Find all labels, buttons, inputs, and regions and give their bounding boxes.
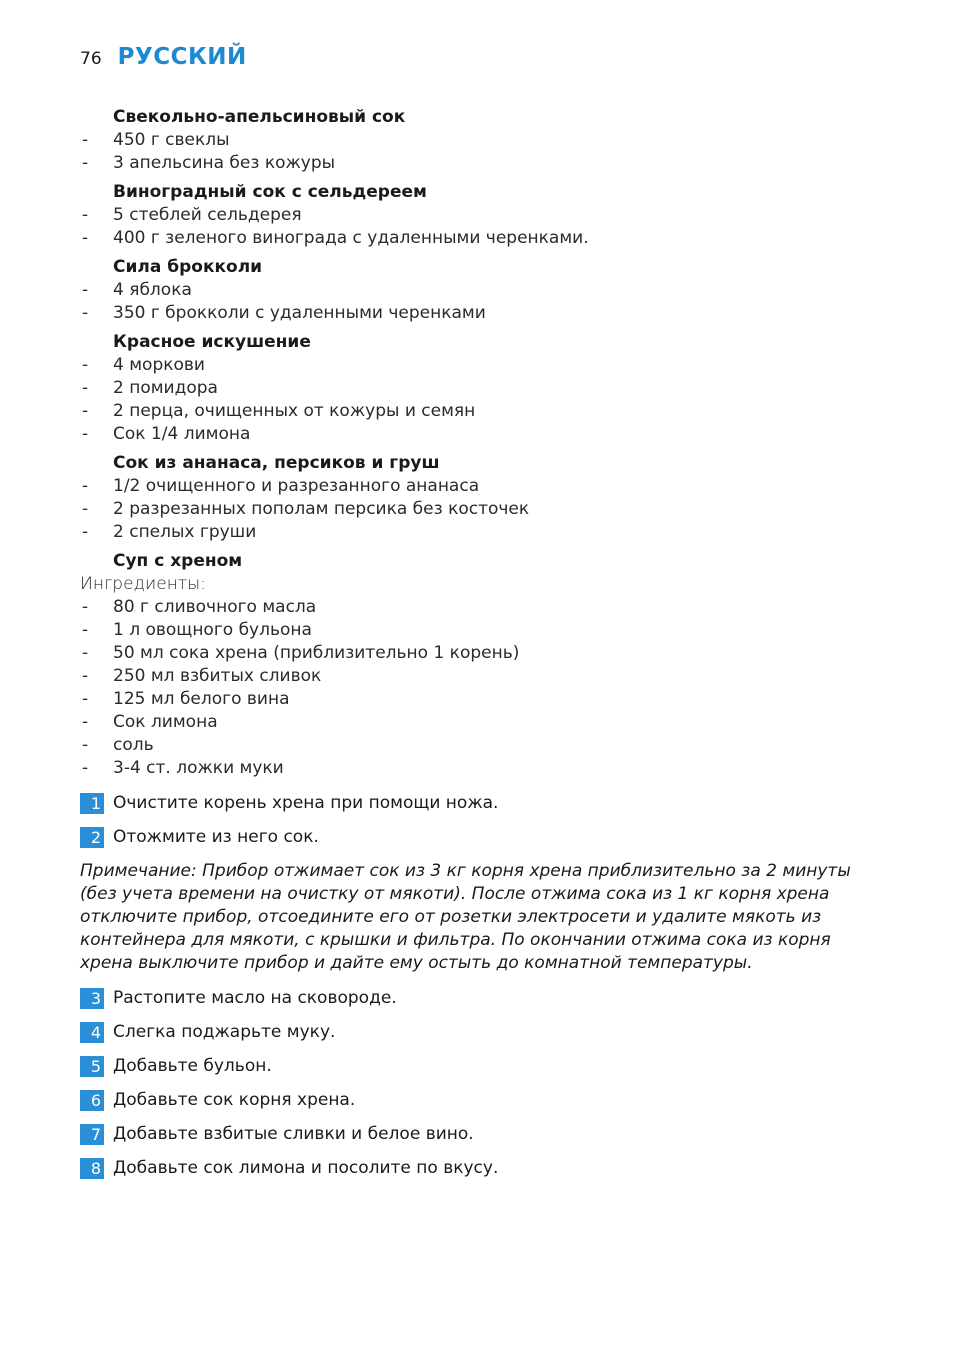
step-number-badge: 2	[80, 827, 104, 848]
ingredient-item	[80, 279, 880, 302]
ingredient-item	[80, 423, 880, 446]
ingredient-text: 125 мл белого вина	[113, 689, 290, 709]
section-title: Красное искушение	[113, 332, 311, 352]
ingredient-text: 350 г брокколи с удаленными черенками	[113, 303, 486, 323]
language-title: РУССКИЙ	[117, 44, 247, 70]
step-text: Очистите корень хрена при помощи ножа.	[113, 793, 499, 813]
recipe-section	[80, 181, 880, 250]
ingredient-text: 3 апельсина без кожуры	[113, 153, 336, 173]
page-header	[80, 44, 247, 78]
list-dash: -	[82, 620, 89, 640]
ingredient-item	[80, 400, 880, 423]
step-text: Добавьте бульон.	[113, 1056, 272, 1076]
ingredient-item	[80, 152, 880, 175]
list-dash: -	[82, 689, 89, 709]
ingredient-item	[80, 498, 880, 521]
ingredient-text: 2 спелых груши	[113, 522, 257, 542]
ingredient-item	[80, 757, 880, 780]
ingredient-item	[80, 129, 880, 152]
ingredient-item	[80, 619, 880, 642]
section-intro: Ингредиенты:	[80, 574, 206, 594]
step-number-badge: 6	[80, 1090, 104, 1111]
step-text: Добавьте взбитые сливки и белое вино.	[113, 1124, 474, 1144]
step-number-badge: 7	[80, 1124, 104, 1145]
list-dash: -	[82, 153, 89, 173]
note-text: Примечание: Прибор отжимает сок из 3 кг корня хрена приблизительно за 2 минуты (без учета времени на очистку от мякоти). После отжима сока из 1 кг корня хрена отключите прибор, отсоедините его от розетки электросети и удалите мякоть из контейнера для мякоти, с крышки и фильтра. По окончании отжима сока из корня хрена выключите прибор и дайте ему остыть до комнатной температуры.	[80, 861, 851, 973]
list-dash: -	[82, 522, 89, 542]
step-text: Добавьте сок корня хрена.	[113, 1090, 356, 1110]
step-item	[80, 826, 880, 849]
list-dash: -	[82, 228, 89, 248]
ingredient-item	[80, 734, 880, 757]
list-dash: -	[82, 130, 89, 150]
list-dash: -	[82, 499, 89, 519]
list-dash: -	[82, 303, 89, 323]
list-dash: -	[82, 712, 89, 732]
list-dash: -	[82, 597, 89, 617]
ingredient-text: 50 мл сока хрена (приблизительно 1 корень)	[113, 643, 520, 663]
step-number-badge: 3	[80, 988, 104, 1009]
ingredient-item	[80, 688, 880, 711]
list-dash: -	[82, 424, 89, 444]
ingredient-text: 1 л овощного бульона	[113, 620, 312, 640]
list-dash: -	[82, 643, 89, 663]
ingredient-item	[80, 596, 880, 619]
ingredient-item	[80, 642, 880, 665]
ingredient-text: Сок 1/4 лимона	[113, 424, 251, 444]
ingredient-text: 5 стеблей сельдерея	[113, 205, 302, 225]
recipe-content	[80, 106, 880, 1191]
step-item	[80, 1089, 880, 1112]
list-dash: -	[82, 735, 89, 755]
ingredient-text: соль	[113, 735, 154, 755]
list-dash: -	[82, 205, 89, 225]
recipe-sections	[80, 106, 880, 780]
step-item	[80, 1123, 880, 1146]
step-text: Отожмите из него сок.	[113, 827, 319, 847]
recipe-section	[80, 331, 880, 446]
ingredient-text: 250 мл взбитых сливок	[113, 666, 322, 686]
recipe-section	[80, 452, 880, 544]
step-number-badge: 8	[80, 1158, 104, 1179]
list-dash: -	[82, 355, 89, 375]
section-title: Сила брокколи	[113, 257, 263, 277]
ingredient-text: 3-4 ст. ложки муки	[113, 758, 284, 778]
step-item	[80, 987, 880, 1010]
ingredient-item	[80, 302, 880, 325]
ingredient-text: 2 помидора	[113, 378, 218, 398]
step-item	[80, 1021, 880, 1044]
list-dash: -	[82, 476, 89, 496]
section-title: Виноградный сок с сельдереем	[113, 182, 427, 202]
step-text: Добавьте сок лимона и посолите по вкусу.	[113, 1158, 499, 1178]
steps-list-a	[80, 792, 880, 849]
ingredient-item	[80, 227, 880, 250]
ingredient-item	[80, 354, 880, 377]
step-number-badge: 1	[80, 793, 104, 814]
section-title: Свекольно-апельсиновый сок	[113, 107, 406, 127]
step-number-badge: 4	[80, 1022, 104, 1043]
steps-list-b	[80, 987, 880, 1180]
step-text: Растопите масло на сковороде.	[113, 988, 397, 1008]
step-text: Слегка поджарьте муку.	[113, 1022, 336, 1042]
ingredient-item	[80, 377, 880, 400]
list-dash: -	[82, 401, 89, 421]
step-item	[80, 792, 880, 815]
ingredient-text: 2 перца, очищенных от кожуры и семян	[113, 401, 476, 421]
step-item	[80, 1157, 880, 1180]
section-title: Сок из ананаса, персиков и груш	[113, 453, 440, 473]
recipe-section	[80, 256, 880, 325]
page-number: 76	[80, 49, 102, 69]
ingredient-text: Сок лимона	[113, 712, 218, 732]
list-dash: -	[82, 378, 89, 398]
ingredient-text: 80 г сливочного масла	[113, 597, 317, 617]
recipe-section	[80, 550, 880, 780]
ingredient-text: 4 моркови	[113, 355, 205, 375]
ingredient-text: 400 г зеленого винограда с удаленными черенками.	[113, 228, 589, 248]
ingredient-item	[80, 475, 880, 498]
ingredient-text: 2 разрезанных пополам персика без косточек	[113, 499, 530, 519]
list-dash: -	[82, 666, 89, 686]
ingredient-item	[80, 204, 880, 227]
list-dash: -	[82, 280, 89, 300]
recipe-section	[80, 106, 880, 175]
ingredient-item	[80, 711, 880, 734]
ingredient-text: 1/2 очищенного и разрезанного ананаса	[113, 476, 480, 496]
ingredient-item	[80, 665, 880, 688]
ingredient-text: 4 яблока	[113, 280, 192, 300]
step-item	[80, 1055, 880, 1078]
ingredient-item	[80, 521, 880, 544]
ingredient-text: 450 г свеклы	[113, 130, 230, 150]
section-title: Суп с хреном	[113, 551, 243, 571]
step-number-badge: 5	[80, 1056, 104, 1077]
list-dash: -	[82, 758, 89, 778]
